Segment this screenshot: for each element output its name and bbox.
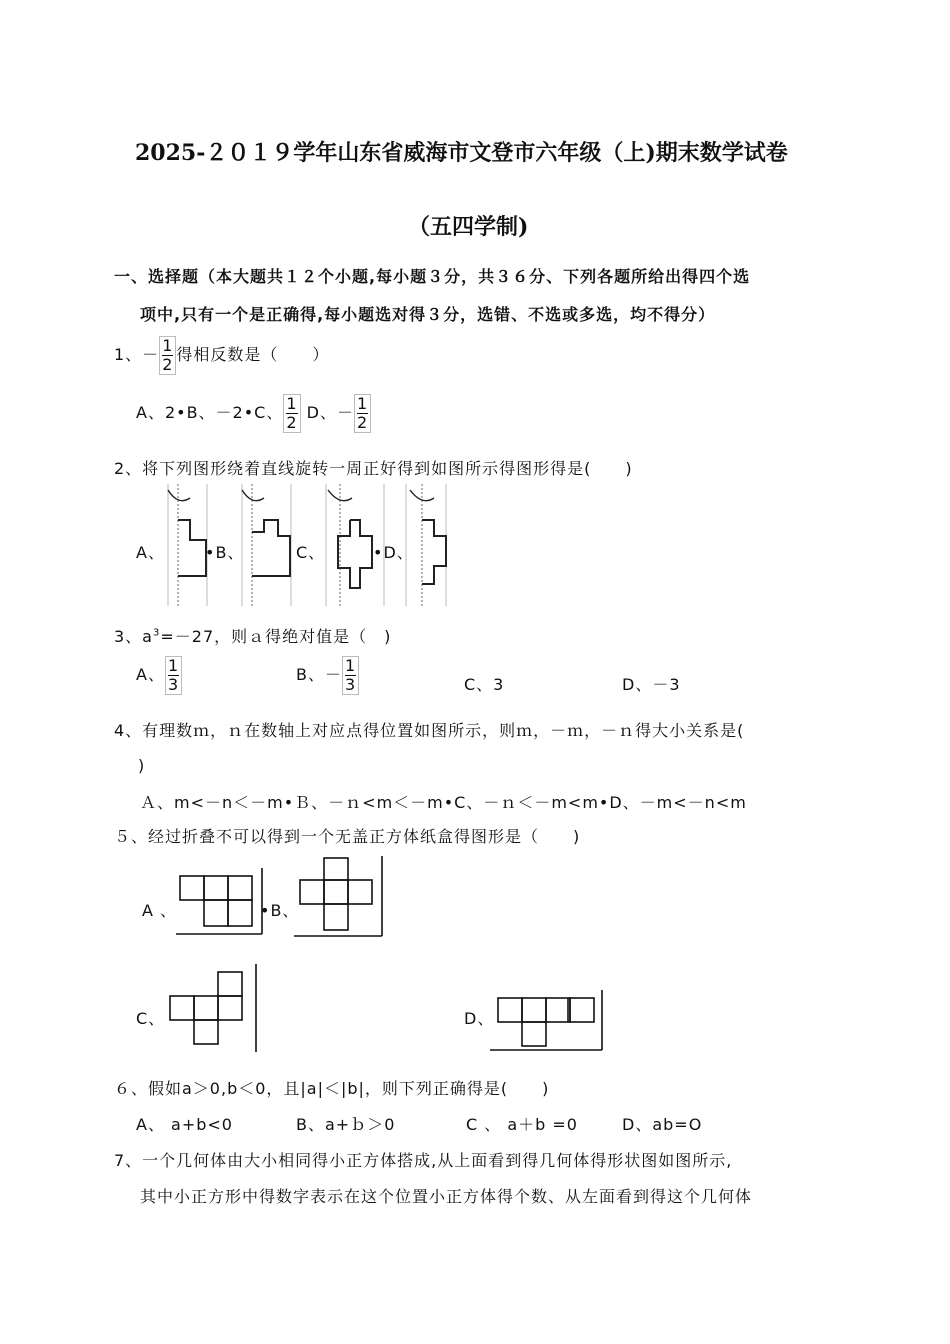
- question-4-line2: ): [138, 756, 146, 775]
- question-3: [114, 624, 391, 647]
- q1-optC-den: 2: [286, 413, 298, 432]
- q3-stem-b: =－27，则ａ得绝对值是（ ): [160, 627, 392, 646]
- q4-options: Ａ、m<－n＜－m•Ｂ、－ｎ<m＜－m•C、－ｎ＜－m<m•D、－m<－n<m: [140, 793, 747, 812]
- q2-label-c: C、: [296, 543, 326, 562]
- q1-optD-fraction: [354, 394, 371, 433]
- q5-label-d: D、: [464, 1009, 495, 1028]
- question-7-line2: 其中小正方形中得数字表示在这个位置小正方体得个数、从左面看到得这个几何体: [140, 1187, 753, 1206]
- q1-fraction-den: 2: [162, 355, 174, 374]
- q2-label-b: •B、: [205, 543, 245, 562]
- q5-figures-ab: [170, 856, 390, 942]
- q1-fraction-num: 1: [162, 336, 174, 355]
- q5-label-c: C、: [136, 1009, 166, 1028]
- section-heading-line1: 一、选择题（本大题共１２个小题,每小题３分，共３６分、下列各题所给出得四个选: [114, 267, 751, 286]
- q1-options: [136, 394, 371, 433]
- q6-option-d: D、ab=O: [622, 1115, 703, 1134]
- page-title: 2025-２０１９学年山东省威海市文登市六年级（上)期末数学试卷: [135, 140, 788, 166]
- q3-option-b-fraction: [342, 656, 359, 695]
- page-subtitle: （五四学制): [408, 214, 529, 240]
- question-1: [114, 336, 329, 375]
- q2-figure-c: [326, 484, 384, 606]
- q1-optD-num: 1: [356, 394, 369, 413]
- q5-net-d: [490, 990, 602, 1050]
- q3-option-b-den: 3: [344, 675, 357, 694]
- q2-label-d: •D、: [373, 543, 414, 562]
- question-4-line1: 4、有理数ｍ，ｎ在数轴上对应点得位置如图所示，则ｍ，－ｍ，－ｎ得大小关系是(: [114, 721, 745, 740]
- q1-fraction: [159, 336, 176, 375]
- question-7-line1: 7、一个几何体由大小相同得小正方体搭成,从上面看到得几何体得形状图如图所示,: [114, 1151, 733, 1170]
- q6-option-a: A、 a+b<0: [136, 1115, 233, 1134]
- q1-prefix: 1、－: [114, 345, 160, 364]
- q5-figure-c: [160, 962, 270, 1056]
- q3-option-d: D、－3: [622, 675, 681, 694]
- q3-option-b-label: B、－: [296, 665, 342, 684]
- question-5: ５、经过折叠不可以得到一个无盖正方体纸盒得图形是（ ): [114, 827, 581, 846]
- q1-optD-den: 2: [356, 413, 369, 432]
- q2-figure-b: [242, 484, 291, 606]
- q3-option-c: C、3: [464, 675, 505, 694]
- q5-net-c: [170, 964, 256, 1052]
- q5-label-b: •B、: [260, 901, 300, 920]
- q3-option-b: [296, 656, 359, 695]
- q1-suffix: 得相反数是（ ）: [176, 345, 330, 364]
- q3-option-b-num: 1: [344, 656, 357, 675]
- section-heading-line2: 项中,只有一个是正确得,每小题选对得３分，选错、不选或多选，均不得分）: [140, 305, 716, 324]
- q6-option-c: C 、 a＋b =0: [466, 1115, 578, 1134]
- q2-figure-d: [406, 484, 446, 606]
- q3-stem-a: 3、a: [114, 627, 153, 646]
- q2-figure-a: [168, 484, 207, 606]
- q1-options-prefix: A、2•B、－2•C、: [136, 403, 284, 422]
- q5-net-b: [294, 856, 382, 936]
- question-6: ６、假如a＞0,b＜0，且|a|＜|b|，则下列正确得是( ): [114, 1079, 550, 1098]
- q3-option-a-fraction: [165, 656, 182, 695]
- q1-optC-fraction: [283, 394, 300, 433]
- q5-label-a: A 、: [142, 901, 178, 920]
- q2-figures: [160, 484, 460, 610]
- q6-option-b: B、a+ｂ＞0: [296, 1115, 396, 1134]
- q5-figure-d: [488, 986, 608, 1056]
- q5-net-a: [176, 868, 262, 934]
- q3-option-a: [136, 656, 182, 695]
- q2-label-a: A、: [136, 543, 165, 562]
- q1-optC-num: 1: [286, 394, 298, 413]
- q3-option-a-num: 1: [167, 656, 180, 675]
- q3-exponent: 3: [153, 627, 161, 639]
- question-2: 2、将下列图形绕着直线旋转一周正好得到如图所示得图形得是( ): [114, 459, 633, 478]
- q3-option-a-label: A、: [136, 665, 165, 684]
- q1-optD-prefix: D、－: [306, 403, 354, 422]
- q3-option-a-den: 3: [167, 675, 180, 694]
